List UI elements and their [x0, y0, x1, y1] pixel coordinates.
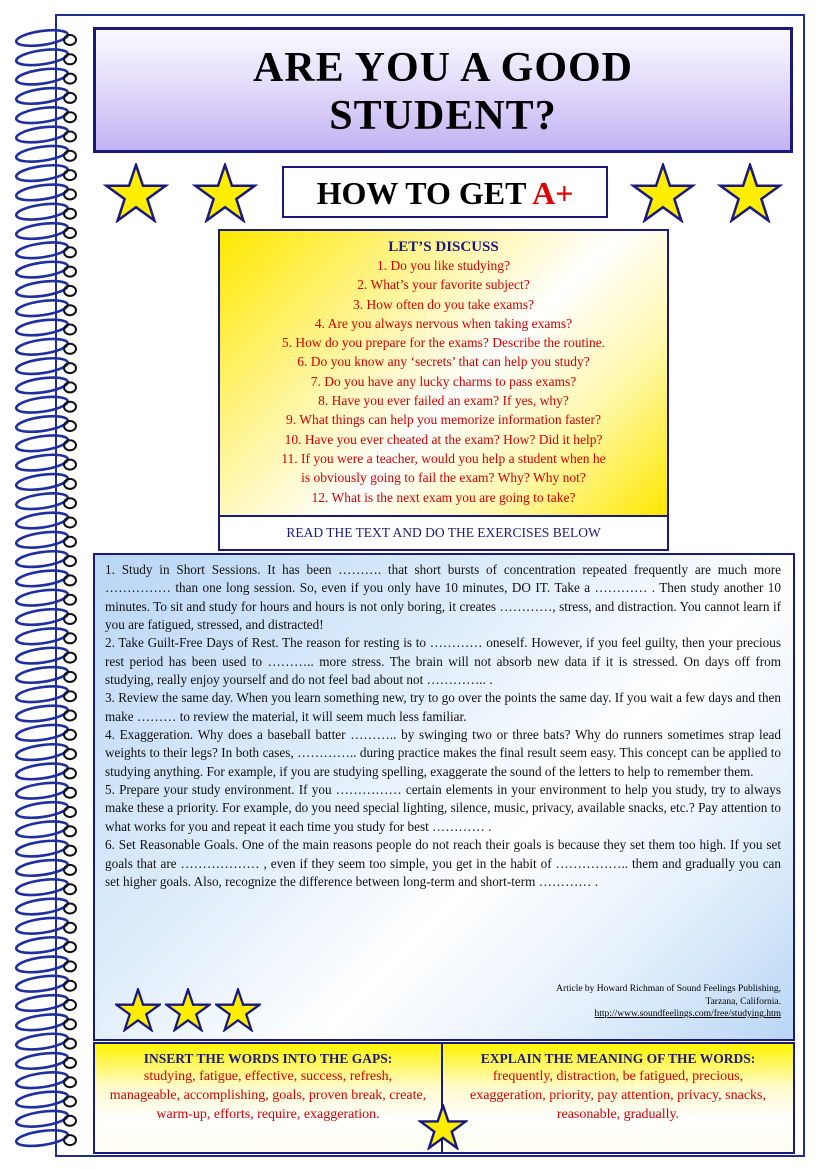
star-icon: [717, 163, 783, 223]
article-paragraph: 6. Set Reasonable Goals. One of the main reasons people do not reach their goals is because they set them too high. If you set goals that are ……………… , even if they seem too simple, you get in the habit of …………….. them and gradually you can set higher goals. Also, recognize the difference between long-term and short-term ………… .: [105, 837, 781, 889]
star-icon: [192, 163, 258, 223]
title-banner: [93, 27, 793, 153]
article-credit: [556, 983, 781, 1021]
article-paragraph: 2. Take Guilt-Free Days of Rest. The reason for resting is to ………… oneself. However, if you feel guilty, then your precious rest period has been used to ……….. more stress. The brain will not absorb new data if it is stressed. On days off from studying, really enjoy yourself and do not feel bad about not ………….. .: [105, 635, 781, 688]
star-icon: [418, 1104, 468, 1150]
spiral-binding-icon: [10, 28, 90, 1153]
question-item: 11. If you were a teacher, would you help a student when he: [281, 450, 606, 466]
article-paragraph: 5. Prepare your study environment. If you …………… certain elements in your environment to help you study, try to always make these a priority. For example, do you need special lighting, silence, music, privacy, available snacks, etc.? Pay attention to what works for you and repeat it each time you study for best ………… .: [105, 782, 781, 834]
star-icon: [115, 988, 161, 1032]
question-item: 10. Have you ever cheated at the exam? How? Did it help?: [284, 431, 603, 447]
subtitle-text: HOW TO GET: [316, 175, 533, 211]
question-item: 1. Do you like studying?: [376, 258, 511, 273]
instruction-box: [218, 517, 669, 551]
question-item: 6. Do you know any ‘secrets’ that can help you study?: [297, 354, 590, 370]
star-row: [115, 988, 261, 1037]
credit-link[interactable]: http://www.soundfeelings.com/free/studying.htm: [594, 1009, 781, 1019]
star-icon: [103, 163, 169, 223]
question-item: is obviously going to fail the exam? Why? Why not?: [301, 470, 586, 486]
subtitle-box: [282, 166, 608, 218]
question-item: 2. What’s your favorite subject?: [357, 277, 530, 293]
question-item: 3. How often do you take exams?: [352, 296, 535, 312]
article-box: [93, 553, 795, 1041]
explain-word-list: frequently, distraction, be fatigued, precious, exaggeration, priority, pay attention, privacy, snacks, reasonable, gradually.: [470, 1069, 766, 1122]
subtitle: [317, 175, 574, 211]
insert-heading: INSERT THE WORDS INTO THE GAPS:: [143, 1051, 393, 1066]
title-line-1: ARE YOU A GOOD: [253, 45, 633, 91]
subtitle-grade: A+: [532, 175, 574, 211]
question-item: 8. Have you ever failed an exam? If yes, why?: [318, 393, 569, 409]
insert-word-list: studying, fatigue, effective, success, refresh, manageable, accomplishing, goals, proven break, create, warm-up, efforts, require, exaggeration.: [109, 1069, 427, 1122]
article-paragraph: 1. Study in Short Sessions. It has been ………. that short bursts of concentration repeated frequently are much more …………… than one long session. So, even if you only have 10 minutes, DO IT. Take a ………… . Then study another 10 minutes. To sit and study for hours and hours is not only boring, it creates …………, stress, and distraction. You cannot learn if you are fatigued, stressed, and distracted!: [105, 562, 781, 633]
instruction-text: READ THE TEXT AND DO THE EXERCISES BELOW: [286, 525, 601, 540]
page-title: [96, 44, 790, 140]
star-icon: [215, 988, 261, 1032]
article-paragraph: 4. Exaggeration. Why does a baseball batter ……….. by swinging two or three bats? Why do runners sometimes strap lead weights to their legs? In both cases, ………….. during practice makes the final result seem easy. This concept can be applied to studying anything. For example, if you are studying spelling, exaggerate the sound of the letters to help to remember them.: [105, 727, 781, 779]
star-icon: [630, 163, 696, 223]
article-paragraph: 3. Review the same day. When you learn something new, try to go over the points the same day. If you wait a few days and then make ……… to review the material, it will seem much less familiar.: [105, 690, 781, 724]
question-item: 9. What things can help you memorize information faster?: [285, 412, 602, 428]
title-line-2: STUDENT?: [329, 93, 557, 139]
credit-line-1: Article by Howard Richman of Sound Feelings Publishing,: [556, 984, 781, 994]
explain-words-box: [443, 1042, 795, 1154]
credit-line-2: Tarzana, California.: [705, 996, 781, 1007]
question-item: 7. Do you have any lucky charms to pass exams?: [310, 373, 577, 389]
discussion-heading: LET’S DISCUSS: [388, 239, 499, 255]
question-item: 12. What is the next exam you are going to take?: [311, 489, 576, 505]
discussion-box: [218, 229, 669, 517]
question-item: 4. Are you always nervous when taking exams?: [314, 315, 573, 331]
explain-heading: EXPLAIN THE MEANING OF THE WORDS:: [480, 1051, 756, 1066]
star-icon: [165, 988, 211, 1032]
question-item: 5. How do you prepare for the exams? Describe the routine.: [281, 335, 606, 351]
insert-words-box: [93, 1042, 443, 1154]
